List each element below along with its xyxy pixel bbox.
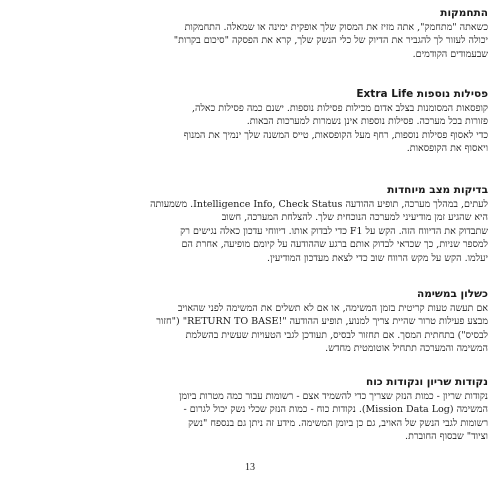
section-heading: בדיקות מצב מיוחדות: [387, 184, 488, 196]
body-line: כשאתה "מתחמק", אתה מזיז את המסוק שלך אופקית ימינה או שמאלה. התחמקות: [184, 22, 488, 33]
section-heading-hebrew: פסילות נוספות: [416, 88, 488, 100]
section-extra-life: [6, 87, 488, 156]
body-line: פזורות בכל מערכה. פסילות נוספות אינן נשמרות למערכות הבאות.: [246, 116, 488, 128]
body-line: המשימה והמערכה תתחיל אוטומטית מחדש.: [325, 343, 488, 355]
body-line: למספר שניות, כך שכדאי לבדוק אותם ברגע שההודעה על קיומם מופיעה, אחרת הם: [181, 239, 488, 251]
body-line: יכולה לעזור לך להגביר את הדיוק של כלי הנשק שלך, קרא את הפסקה "סיכום בקרות": [173, 35, 488, 47]
body-line: ויאסוף את הקופסאות.: [406, 143, 488, 155]
body-line: אם תעשה טעות קריטית בזמן המשימה, או אם לא תשלים את המשימה לפני שהאויב: [177, 303, 488, 314]
section-heading: נקודות שריון ונקודות כוח: [365, 376, 488, 388]
section-heading: התחמקות: [440, 7, 488, 19]
section-heading-latin: Extra Life: [356, 88, 414, 100]
body-line: רשומות לגבי הנשק של האויב, גם כן ביומן המשימה. מידע זה ניתן גם בנספח "נשק: [188, 417, 488, 429]
section-evasion: [6, 6, 488, 61]
body-line: שבעמודים הקודמים.: [412, 48, 488, 60]
section-special-status-checks: [6, 183, 488, 265]
section-heading: [6, 87, 488, 102]
body-line: כדי לאסוף פסילות נוספות, רחף מעל הקופסאות, טייס המשנה שלך ינמיך את המנוף: [183, 129, 488, 141]
page-number: 13: [245, 462, 255, 473]
body-line: המשימה (Mission Data Log). נקודות כוח - כמות הנזק שכלי נשק יכול לגרום -: [183, 404, 488, 416]
body-line: שתבדוק את הדיווח הזה. הקש על F1 כדי לבדוק אותו. דיווחי עדכון כאלה נגישים רק: [180, 225, 488, 237]
section-heading: כשלון במשימה: [417, 288, 488, 300]
body-line: מבצע פעילות טרור שהיית צריך למנוע, תופיע ההודעה "!RETURN TO BASE" ("חזור: [156, 316, 488, 328]
body-line: היא שהגיע זמן מודיעיני למערכה הנוכחית שלך. להצלחת המערכה, חשוב: [221, 212, 488, 224]
body-line: קופסאות המסומנות בצלב אדום מכילות פסילות נוספות. ישנם כמה פסילות כאלה,: [191, 103, 488, 114]
section-armor-and-power-points: [6, 375, 488, 444]
body-line: לבסיס") בתחתית המסך. אם תחזור לבסיס, תעודכן לגבי הטעויות שעשית בהשלמת: [185, 329, 488, 341]
body-line: וציוד" שבסוף החוברת.: [405, 431, 488, 443]
body-line: יעלמו. הקש על מקש הרווח שוב כדי לצאת מעדכון המודיעין.: [266, 252, 488, 264]
body-line: נקודות שריון - כמות הנזק שצריך כדי להשמיד אצם - רשומות עבור כמה מטרות ביומן: [178, 391, 488, 402]
body-line: לעתים, במהלך מערכה, תופיע ההודעה Intelligence Info, Check Status. משמעותה: [150, 199, 488, 210]
section-mission-failure: [6, 287, 488, 356]
